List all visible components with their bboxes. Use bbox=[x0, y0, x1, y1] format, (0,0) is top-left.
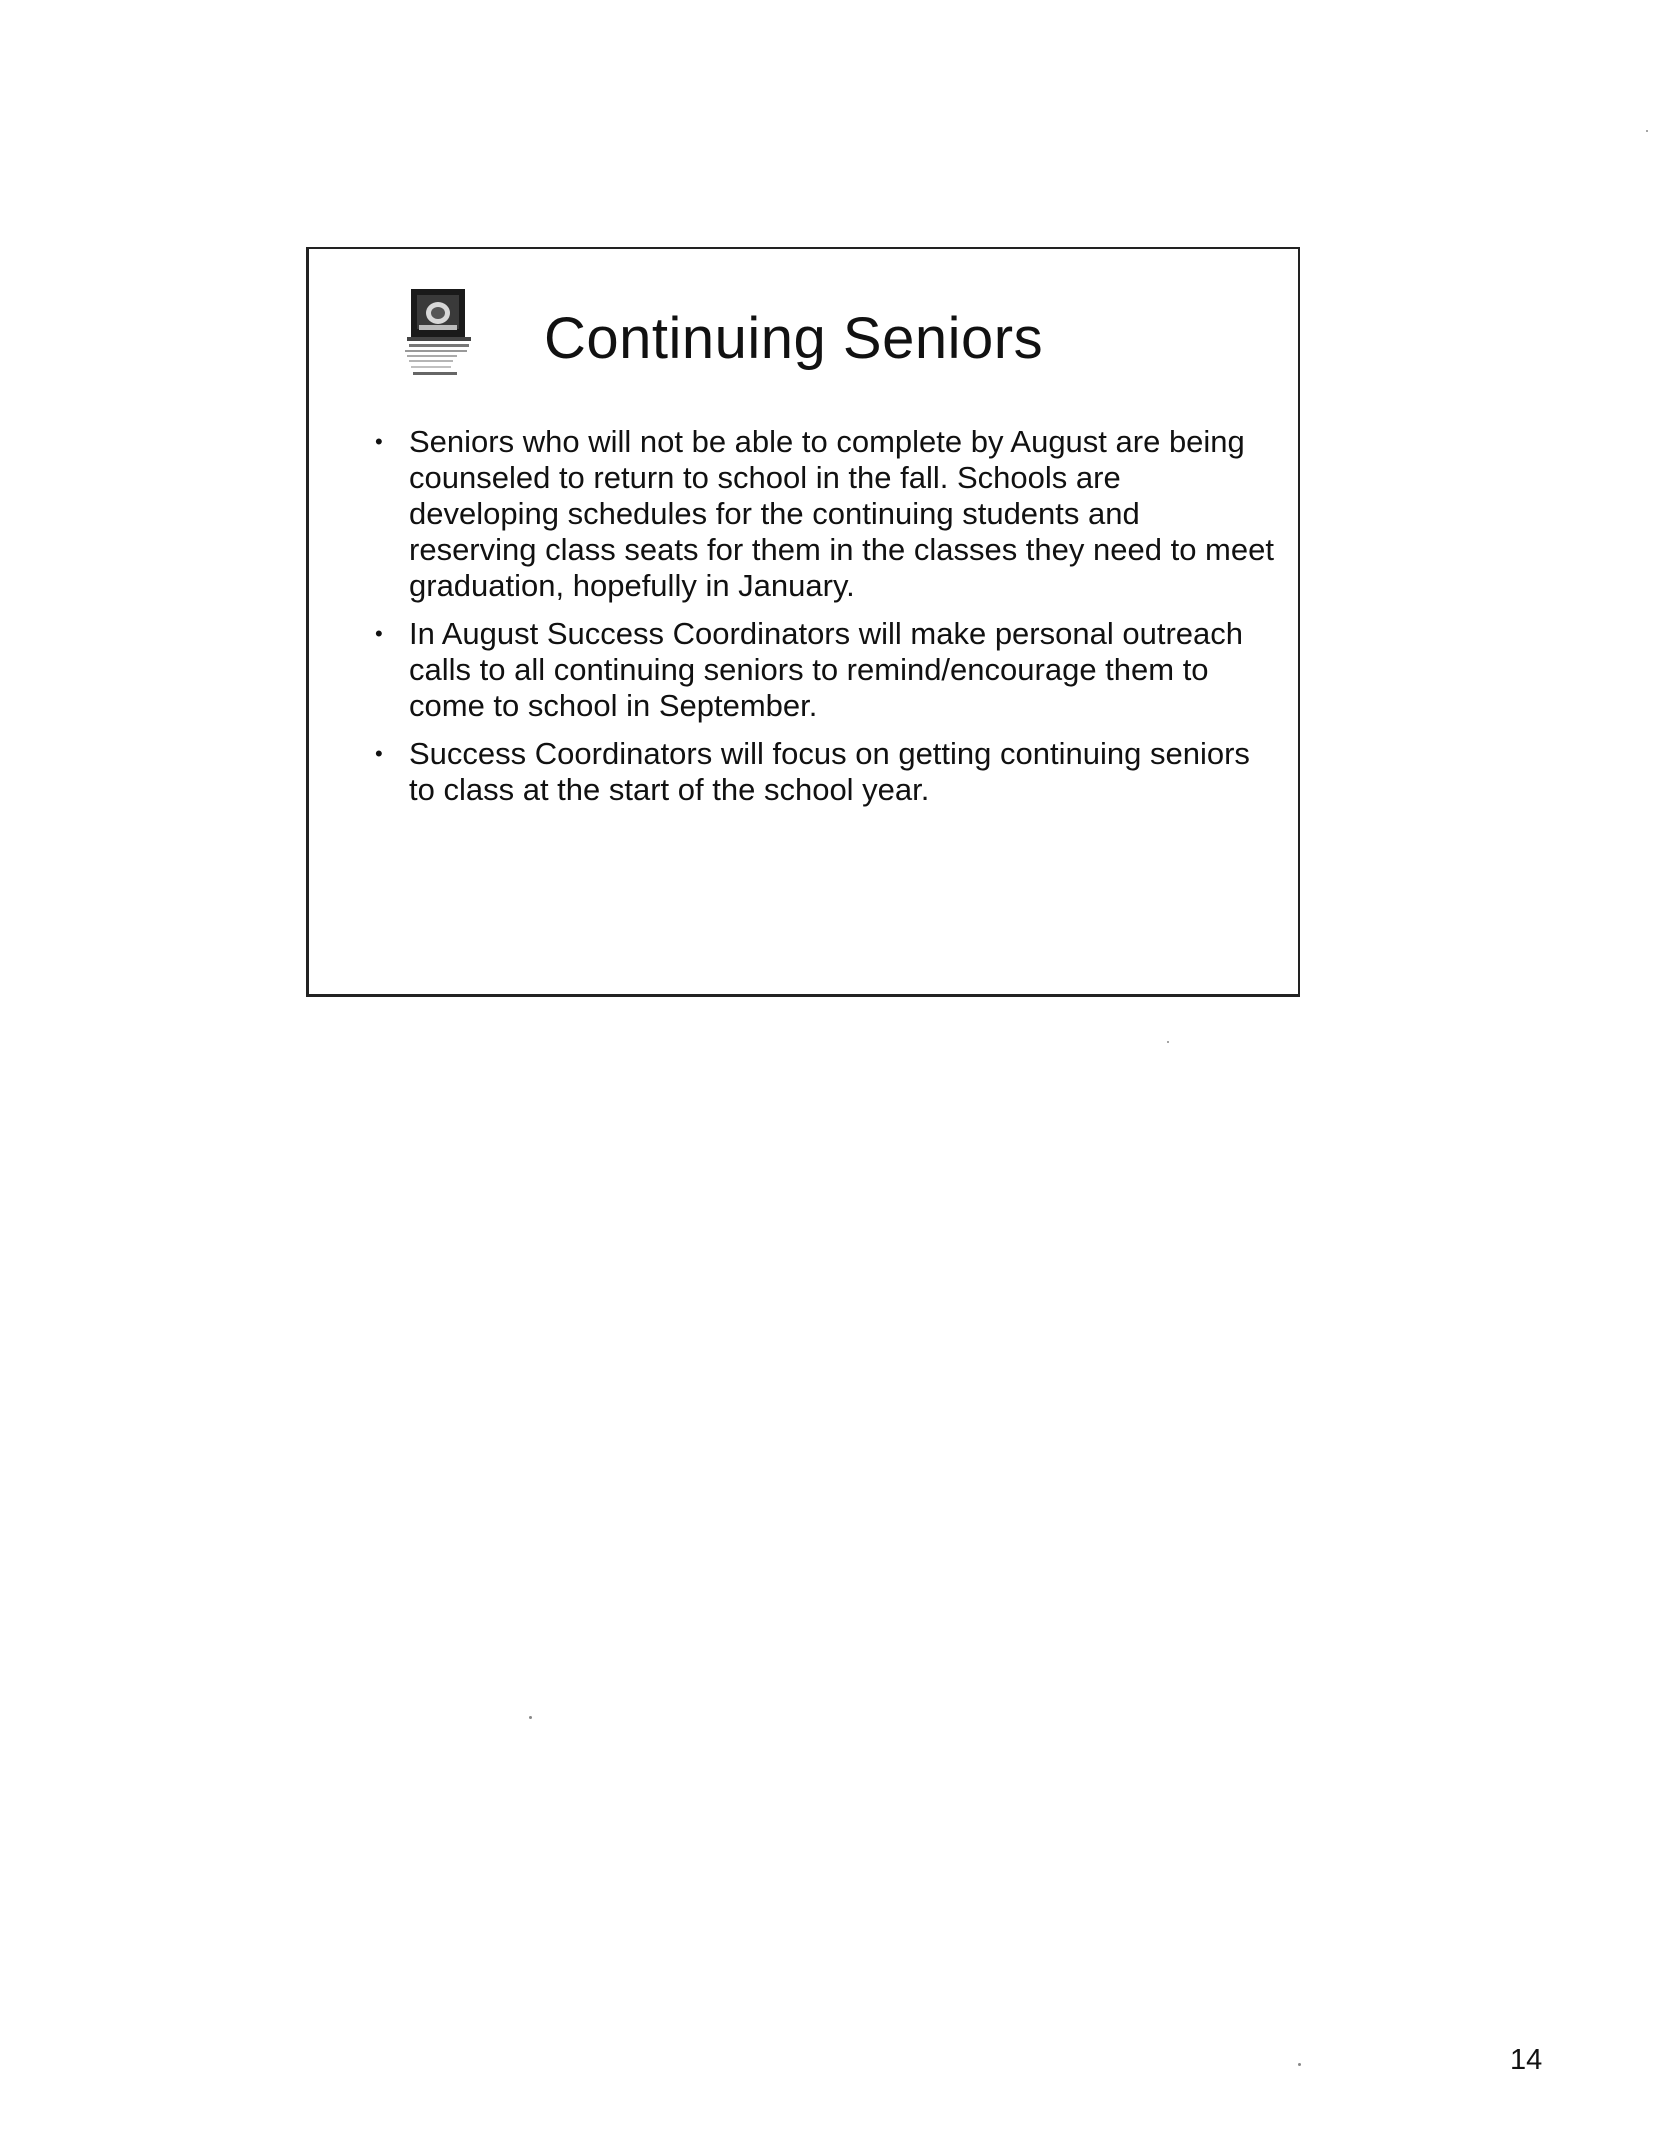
bullet-icon: • bbox=[375, 621, 383, 646]
scan-speck bbox=[529, 1716, 532, 1719]
page-number: 14 bbox=[1510, 2044, 1543, 2076]
list-item bbox=[375, 736, 1275, 808]
bullet-icon: • bbox=[375, 741, 383, 766]
list-item bbox=[375, 424, 1275, 604]
bullet-icon: • bbox=[375, 429, 383, 454]
bullet-text: Seniors who will not be able to complete by August are being counseled to return to school in the fall. Schools are developing schedules for the continuing students and reserving class seats for them in the classes they need to meet graduation, hopefully in January. bbox=[409, 424, 1274, 603]
bullet-text: Success Coordinators will focus on getting continuing seniors to class at the start of the school year. bbox=[409, 736, 1250, 807]
bullet-list bbox=[375, 424, 1275, 820]
scan-speck bbox=[1298, 2063, 1301, 2066]
computer-monitor-icon bbox=[405, 287, 473, 387]
list-item bbox=[375, 616, 1275, 724]
scan-speck bbox=[1646, 130, 1648, 132]
slide-frame bbox=[306, 247, 1300, 997]
bullet-text: In August Success Coordinators will make personal outreach calls to all continuing seniors to remind/encourage them to come to school in September. bbox=[409, 616, 1243, 723]
scan-speck bbox=[1167, 1041, 1169, 1043]
slide-title: Continuing Seniors bbox=[544, 306, 1044, 371]
